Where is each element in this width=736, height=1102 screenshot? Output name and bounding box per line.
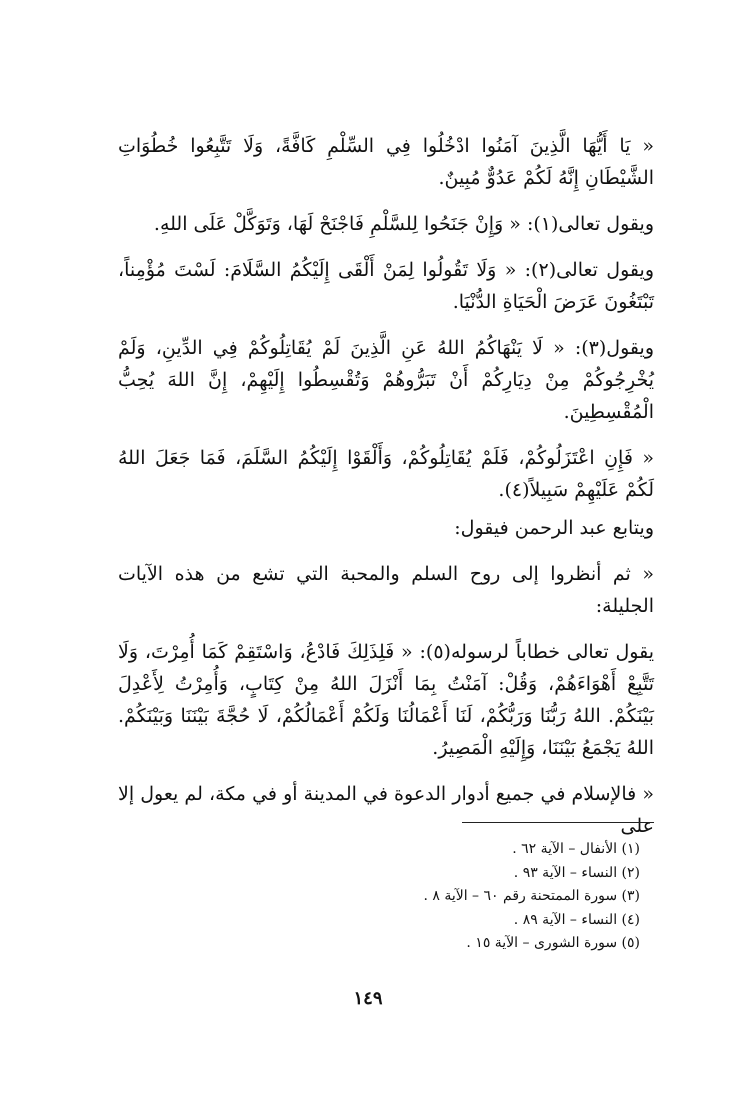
footnote-item: (٥) سورة الشورى – الآية ١٥ . <box>466 935 640 951</box>
paragraph-nisa-89: « فَإِنِ اعْتَزَلُوكُمْ، فَلَمْ يُقَاتِلُوكُمْ، وَأَلْقَوْا إِلَيْكُمُ السَّلَمَ، فَمَا جَعَلَ اللهُ لَكُمْ عَلَيْهِمْ سَبِيلاً(٤). <box>118 447 654 501</box>
paragraph-shura: يقول تعالى خطاباً لرسوله(٥): « فَلِذَلِكَ فَادْعُ، وَاسْتَقِمْ كَمَا أُمِرْتَ، وَلَا تَتَّبِعْ أَهْوَاءَهُمْ، وَقُلْ: آمَنْتُ بِمَا أَنْزَلَ اللهُ مِنْ كِتَابٍ، وَأُمِرْتُ لِأَعْدِلَ بَيْنَكُمْ. اللهُ رَبُّنَا وَرَبُّكُمْ، لَنَا أَعْمَالُنَا وَلَكُمْ أَعْمَالُكُمْ، لَا حُجَّةَ بَيْنَنَا وَبَيْنَكُمْ. اللهُ يَجْمَعُ بَيْنَنَا، وَإِلَيْهِ الْمَصِيرُ. <box>118 641 654 759</box>
footnote-item: (٣) سورة الممتحنة رقم ٦٠ – الآية ٨ . <box>423 888 640 904</box>
paragraph-abdulrahman: ويتابع عبد الرحمن فيقول: <box>454 517 654 539</box>
footnote-separator <box>462 822 654 823</box>
paragraph-nisa-93: ويقول تعالى(٢): « وَلَا تَقُولُوا لِمَنْ أَلْقَى إِلَيْكُمُ السَّلَامَ: لَسْتَ مُؤْمِناً، تَبْتَغُونَ عَرَضَ الْحَيَاةِ الدُّنْيَا. <box>118 259 654 313</box>
paragraph-anfal: ويقول تعالى(١): « وَإِنْ جَنَحُوا لِلسَّلْمِ فَاجْنَحْ لَهَا، وَتَوَكَّلْ عَلَى اللهِ. <box>153 213 654 235</box>
page-number: ١٤٩ <box>353 988 383 1009</box>
footnote-item: (١) الأنفال – الآية ٦٢ . <box>512 841 640 857</box>
footnote-item: (٢) النساء – الآية ٩٣ . <box>513 864 640 881</box>
paragraph-islam-stages: « فالإسلام في جميع أدوار الدعوة في المدينة أو في مكة، لم يعول إلا على <box>118 783 654 837</box>
footnotes-list <box>280 838 640 956</box>
paragraph-verse-peace: « يَا أَيُّهَا الَّذِينَ آمَنُوا ادْخُلُوا فِي السِّلْمِ كَافَّةً، وَلَا تَتَّبِعُوا خُطُوَاتِ الشَّيْطَانِ إِنَّهُ لَكُمْ عَدُوٌّ مُبِينٌ. <box>118 135 654 189</box>
footnote-item: (٤) النساء – الآية ٨٩ . <box>513 911 640 928</box>
paragraph-look-at-spirit: « ثم أنظروا إلى روح السلم والمحبة التي تشع من هذه الآيات الجليلة: <box>118 563 654 617</box>
main-text <box>118 130 654 856</box>
paragraph-mumtahana: ويقول(٣): « لَا يَنْهَاكُمُ اللهُ عَنِ الَّذِينَ لَمْ يُقَاتِلُوكُمْ فِي الدِّينِ، وَلَمْ يُخْرِجُوكُمْ مِنْ دِيَارِكُمْ أَنْ تَبَرُّوهُمْ وَتُقْسِطُوا إِلَيْهِمْ، إِنَّ اللهَ يُحِبُّ الْمُقْسِطِينَ. <box>118 337 654 423</box>
